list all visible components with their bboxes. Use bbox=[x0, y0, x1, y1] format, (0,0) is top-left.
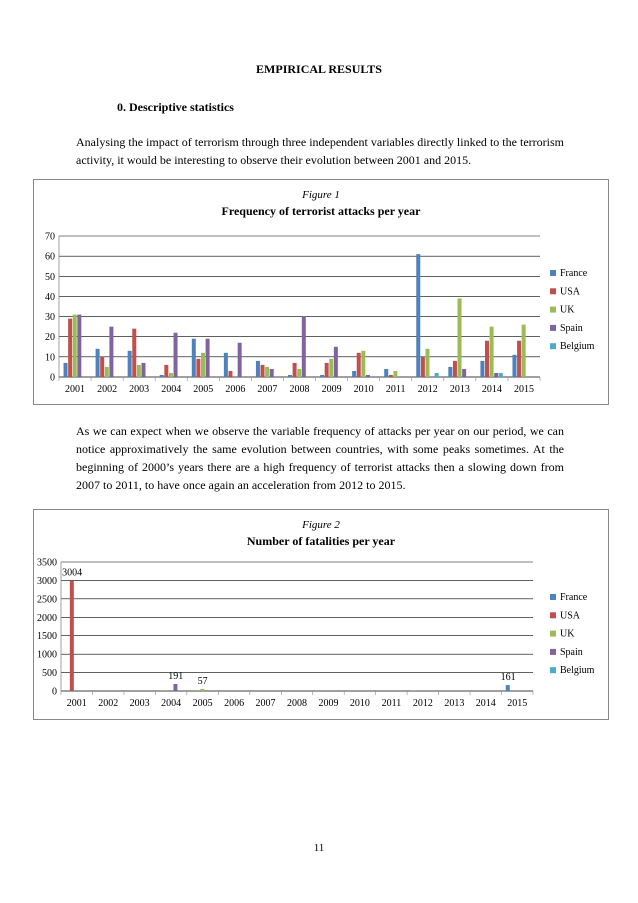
x-tick-label: 2010 bbox=[349, 698, 370, 709]
x-tick-label: 2012 bbox=[412, 698, 433, 709]
bar-spain bbox=[302, 317, 306, 377]
section-title: EMPIRICAL RESULTS bbox=[256, 62, 382, 76]
bar-france bbox=[448, 367, 452, 377]
x-tick-label: 2013 bbox=[449, 384, 470, 395]
y-tick-label: 500 bbox=[42, 668, 57, 680]
bar-uk bbox=[105, 367, 109, 377]
subsection-title: 0. Descriptive statistics bbox=[117, 100, 234, 114]
y-tick-label: 0 bbox=[52, 686, 57, 698]
bar-france bbox=[224, 353, 228, 377]
bar-uk bbox=[169, 373, 173, 377]
bar-belgium bbox=[435, 373, 439, 377]
bar-uk bbox=[297, 369, 301, 377]
y-tick-label: 3000 bbox=[37, 575, 57, 587]
y-tick-label: 50 bbox=[45, 271, 55, 283]
bar-france bbox=[352, 371, 356, 377]
legend-label: Spain bbox=[560, 322, 583, 334]
bar-usa bbox=[70, 580, 74, 691]
figure-caption: Figure 1 bbox=[302, 189, 340, 201]
legend-swatch bbox=[550, 288, 556, 294]
bar-france bbox=[416, 254, 420, 377]
y-tick-label: 2000 bbox=[37, 612, 57, 624]
bar-uk bbox=[329, 359, 333, 377]
page-number: 11 bbox=[313, 842, 325, 854]
bar-france bbox=[288, 375, 292, 377]
bar-usa bbox=[517, 341, 521, 377]
legend-label: UK bbox=[560, 304, 575, 316]
x-tick-label: 2001 bbox=[66, 698, 87, 709]
x-tick-label: 2002 bbox=[98, 698, 119, 709]
bar-uk bbox=[458, 298, 462, 377]
bar-usa bbox=[132, 329, 136, 377]
paragraph-intro: Analysing the impact of terrorism through three independent variables directly linked to the terrorism activity, it would be interesting to observe their evolution between 2001 and 2015. bbox=[76, 135, 564, 167]
x-tick-label: 2015 bbox=[507, 698, 528, 709]
x-tick-label: 2012 bbox=[417, 384, 438, 395]
legend-swatch bbox=[550, 343, 556, 349]
y-tick-label: 20 bbox=[45, 332, 55, 344]
data-label: 161 bbox=[500, 672, 516, 684]
bar-france bbox=[192, 339, 196, 377]
bar-spain bbox=[462, 369, 466, 377]
fatalities-chart bbox=[34, 510, 608, 719]
bar-uk bbox=[73, 315, 77, 377]
bar-france bbox=[256, 361, 260, 377]
bar-france bbox=[512, 355, 516, 377]
bar-spain bbox=[334, 347, 338, 377]
x-tick-label: 2004 bbox=[161, 384, 182, 395]
paragraph-analysis: As we can expect when we observe the variable frequency of attacks per year on our period, we can notice approximatively the same evolution between countries, with some peaks sometimes. At the beginning of 2000’s years there are a high frequency of terrorist attacks then a slowing down from 2007 to 2011, to have once again an acceleration from 2012 to 2015. bbox=[76, 424, 564, 492]
chart-title: Frequency of terrorist attacks per year bbox=[221, 204, 421, 218]
bar-spain bbox=[206, 339, 210, 377]
bar-usa bbox=[100, 357, 104, 377]
figure-2 bbox=[33, 509, 609, 720]
bar-uk bbox=[522, 325, 526, 377]
legend-swatch bbox=[550, 270, 556, 276]
x-tick-label: 2008 bbox=[289, 384, 310, 395]
bar-uk bbox=[393, 371, 397, 377]
y-tick-label: 40 bbox=[45, 291, 55, 303]
bar-usa bbox=[164, 365, 168, 377]
figure-caption: Figure 2 bbox=[302, 519, 340, 531]
legend-swatch bbox=[550, 307, 556, 313]
bar-usa bbox=[228, 371, 232, 377]
x-tick-label: 2007 bbox=[255, 698, 276, 709]
y-tick-label: 2500 bbox=[37, 594, 57, 606]
x-tick-label: 2015 bbox=[513, 384, 534, 395]
x-tick-label: 2011 bbox=[381, 698, 402, 709]
bar-uk bbox=[137, 365, 141, 377]
bar-france bbox=[320, 375, 324, 377]
data-label: 3004 bbox=[62, 567, 83, 579]
legend-label: France bbox=[560, 592, 588, 603]
data-label: 191 bbox=[168, 670, 184, 682]
bar-spain bbox=[173, 684, 177, 691]
x-tick-label: 2004 bbox=[161, 698, 182, 709]
x-tick-label: 2003 bbox=[129, 384, 150, 395]
x-tick-label: 2013 bbox=[444, 698, 465, 709]
bar-uk bbox=[361, 351, 365, 377]
y-tick-label: 70 bbox=[45, 231, 55, 243]
x-tick-label: 2005 bbox=[192, 698, 213, 709]
bar-uk bbox=[425, 349, 429, 377]
bar-uk bbox=[490, 327, 494, 377]
x-tick-label: 2014 bbox=[475, 698, 496, 709]
x-tick-label: 2011 bbox=[385, 384, 406, 395]
legend-swatch bbox=[550, 612, 556, 618]
bar-uk bbox=[201, 353, 205, 377]
bar-usa bbox=[357, 353, 361, 377]
bar-usa bbox=[453, 361, 457, 377]
bar-spain bbox=[366, 375, 370, 377]
legend-swatch bbox=[550, 667, 556, 673]
bar-france bbox=[480, 361, 484, 377]
y-tick-label: 3500 bbox=[37, 557, 57, 569]
bar-spain bbox=[109, 327, 113, 377]
figure-1 bbox=[33, 179, 609, 405]
x-tick-label: 2009 bbox=[318, 698, 339, 709]
bar-usa bbox=[325, 363, 329, 377]
y-tick-label: 1000 bbox=[37, 649, 57, 661]
bar-france bbox=[64, 363, 68, 377]
x-tick-label: 2014 bbox=[481, 384, 502, 395]
bar-uk bbox=[265, 367, 269, 377]
x-tick-label: 2010 bbox=[353, 384, 374, 395]
legend-swatch bbox=[550, 649, 556, 655]
bar-spain bbox=[141, 363, 145, 377]
y-tick-label: 0 bbox=[50, 372, 55, 384]
bar-france bbox=[96, 349, 100, 377]
bar-spain bbox=[174, 333, 178, 377]
legend-label: Belgium bbox=[560, 341, 595, 353]
x-tick-label: 2008 bbox=[287, 698, 307, 709]
x-tick-label: 2009 bbox=[321, 384, 342, 395]
legend-label: USA bbox=[560, 286, 581, 298]
legend-swatch bbox=[550, 325, 556, 331]
attacks-chart bbox=[34, 180, 608, 404]
bar-usa bbox=[421, 357, 425, 377]
y-tick-label: 30 bbox=[45, 312, 55, 324]
x-tick-label: 2007 bbox=[257, 384, 278, 395]
legend-swatch bbox=[550, 631, 556, 637]
bar-usa bbox=[261, 365, 265, 377]
bar-usa bbox=[389, 375, 393, 377]
legend-swatch bbox=[550, 594, 556, 600]
x-tick-label: 2005 bbox=[193, 384, 214, 395]
x-tick-label: 2006 bbox=[224, 698, 245, 709]
x-tick-label: 2001 bbox=[65, 384, 86, 395]
legend-label: France bbox=[560, 268, 588, 279]
bar-france bbox=[160, 375, 164, 377]
legend-label: Belgium bbox=[560, 665, 595, 677]
x-tick-label: 2003 bbox=[129, 698, 150, 709]
bar-spain bbox=[270, 369, 274, 377]
legend-label: UK bbox=[560, 628, 575, 640]
bar-usa bbox=[196, 359, 200, 377]
bar-usa bbox=[293, 363, 297, 377]
bar-france bbox=[384, 369, 388, 377]
bar-belgium bbox=[499, 373, 503, 377]
bar-usa bbox=[68, 319, 72, 377]
bar-france bbox=[506, 685, 510, 691]
y-tick-label: 60 bbox=[45, 251, 55, 263]
bar-spain bbox=[494, 373, 498, 377]
legend-label: Spain bbox=[560, 646, 583, 658]
bar-uk bbox=[200, 689, 204, 691]
chart-title: Number of fatalities per year bbox=[246, 534, 396, 548]
y-tick-label: 10 bbox=[45, 352, 55, 364]
bar-usa bbox=[485, 341, 489, 377]
x-tick-label: 2006 bbox=[225, 384, 246, 395]
data-label: 57 bbox=[197, 675, 208, 687]
x-tick-label: 2002 bbox=[97, 384, 118, 395]
bar-france bbox=[128, 351, 132, 377]
bar-spain bbox=[77, 315, 81, 377]
y-tick-label: 1500 bbox=[37, 631, 57, 643]
legend-label: USA bbox=[560, 610, 581, 622]
bar-spain bbox=[238, 343, 242, 377]
